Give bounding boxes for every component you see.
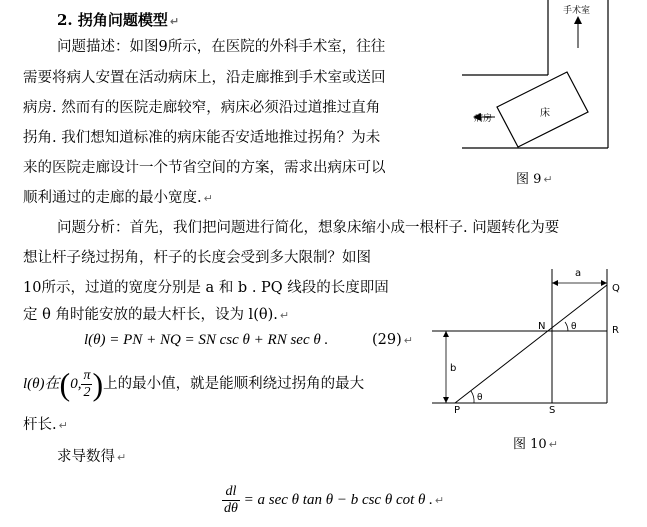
fig10-angle-arc-top: [565, 322, 568, 331]
figure-10: [432, 263, 632, 416]
description-line-2: 需要将病人安置在活动病床上，沿走廊推到手术室或送回: [23, 70, 386, 86]
figure-10-caption: 图 10 ↵: [513, 437, 558, 452]
interval-left: 0,: [70, 376, 82, 392]
interval-prefix: l(θ)在: [23, 376, 60, 392]
interval-continuation: 杆长. ↵: [23, 417, 68, 433]
equation-29-formula: l(θ) = PN + NQ = SN csc θ + RN sec θ .: [84, 332, 329, 348]
derivative-rhs: = a sec θ tan θ − b csc θ cot θ .: [243, 492, 433, 508]
fig10-label-theta-bottom: θ: [477, 393, 483, 403]
equation-29-number: (29) ↵: [372, 332, 413, 348]
fig10-b-arrow-top: [443, 331, 449, 337]
section-number: 2.: [57, 11, 73, 29]
interval-suffix: 上的最小值，就是能顺利绕过拐角的最大: [103, 376, 365, 392]
fig9-or-label: 手术室: [563, 6, 591, 16]
fig10-rod-PQ: [455, 285, 607, 403]
analysis-line-1: 问题分析：首先，我们把问题进行简化，想象床缩小成一根杆子. 问题转化为要: [57, 220, 560, 236]
section-heading: 2. 拐角问题模型 ↵: [57, 11, 180, 29]
fig9-ward-label: 病房: [474, 114, 493, 124]
fig10-label-P: P: [454, 405, 461, 416]
analysis-line-3: 10所示，过道的宽度分别是 a 和 b . PQ 线段的长度即固: [23, 280, 389, 296]
fig10-b-arrow-bottom: [443, 397, 449, 403]
figure-9: [462, 0, 622, 150]
analysis-line-2: 想让杆子绕过拐角，杆子的长度会受到多大限制？如图: [23, 250, 371, 266]
derivative-lhs: $\frac{dl}{d\theta}$: [224, 484, 238, 517]
fig10-label-theta-top: θ: [571, 322, 577, 332]
fig10-label-N: N: [538, 321, 546, 332]
interval-pi-over-2: $\frac{\pi}{2}$: [83, 367, 91, 400]
analysis-line-4: 定 θ 角时能安放的最大杆长，设为 l(θ). ↵: [23, 307, 290, 323]
fig10-label-b: b: [450, 363, 457, 374]
derivative-equation: $\frac{dl}{d\theta}$ = a sec θ tan θ − b csc θ cot θ . ↵: [224, 484, 445, 517]
fig10-label-Q: Q: [612, 283, 620, 294]
fig10-label-R: R: [612, 325, 619, 336]
fig9-bed-label: 床: [540, 108, 550, 119]
fig10-a-arrow-left: [552, 280, 558, 286]
interval-line: l(θ)在(0, $\frac{\pi}{2}$ )上的最小值，就是能顺利绕过拐角的最大: [23, 366, 365, 402]
fig9-arrow-up-head: [574, 16, 582, 24]
derivative-intro: 求导数得 ↵: [57, 449, 127, 465]
description-line-1: 问题描述：如图9所示，在医院的外科手术室，往往: [57, 39, 386, 55]
fig10-label-S: S: [549, 405, 556, 416]
description-line-5: 来的医院走廊设计一个节省空间的方案，需求出病床可以: [23, 160, 386, 176]
fig10-angle-arc-bottom: [471, 391, 474, 403]
equation-29: [84, 330, 328, 350]
figure-9-caption: 图 9 ↵: [516, 172, 553, 187]
fig10-label-a: a: [575, 268, 582, 279]
description-line-6: 顺利通过的走廊的最小宽度. ↵: [23, 190, 213, 206]
description-line-4: 拐角. 我们想知道标准的病床能否安适地推过拐角？为未: [23, 130, 381, 146]
description-line-3: 病房. 然而有的医院走廊较窄，病床必须沿过道推过直角: [23, 100, 381, 116]
section-title: 拐角问题模型: [77, 11, 168, 29]
